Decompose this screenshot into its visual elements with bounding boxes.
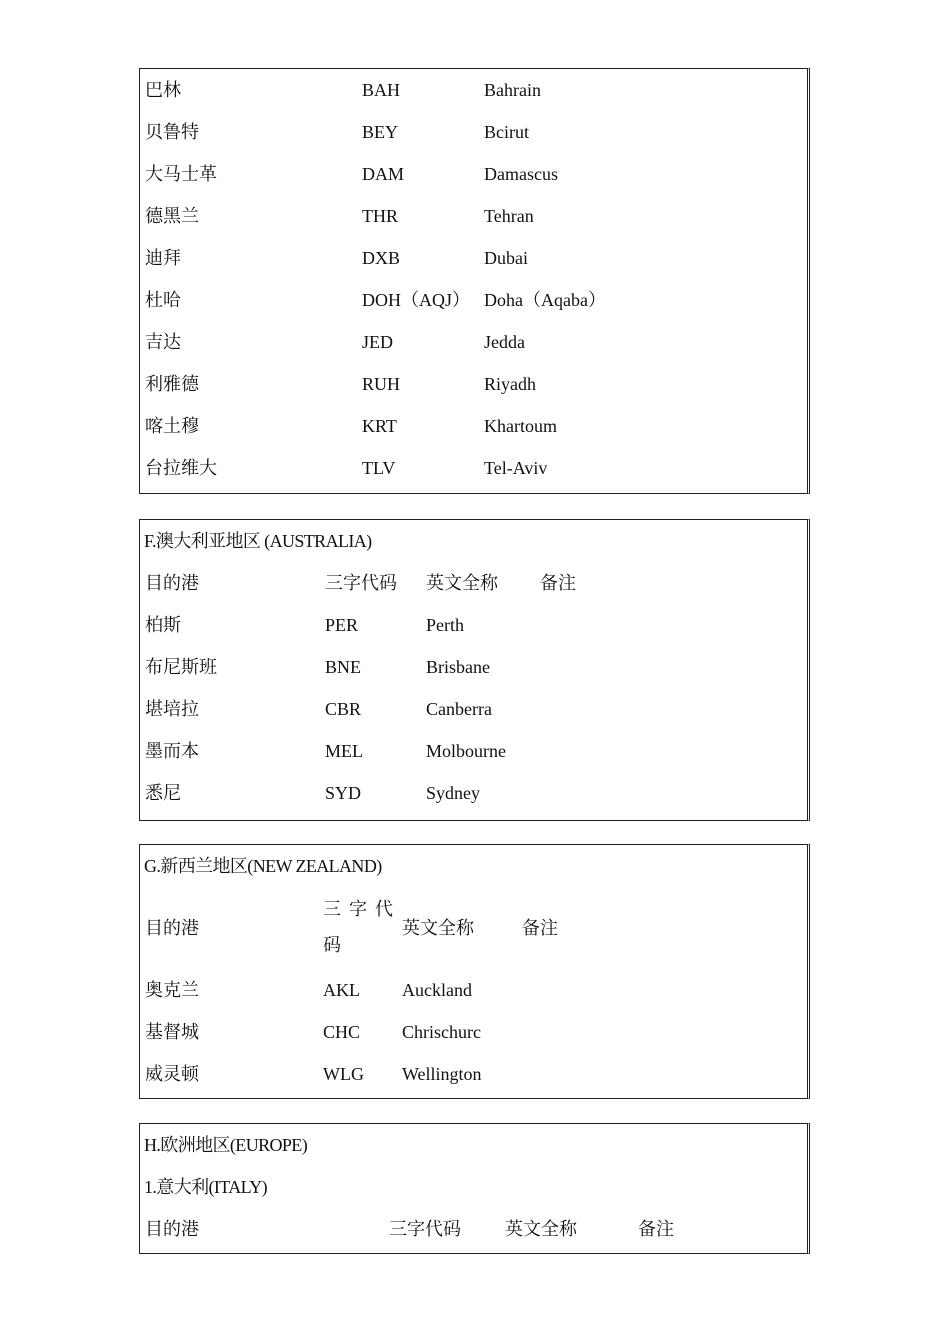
port-code: BEY	[362, 122, 398, 142]
port-english-name: Canberra	[426, 699, 492, 719]
port-code: DAM	[362, 164, 405, 184]
port-code: AKL	[323, 980, 360, 1000]
port-english-name: Perth	[426, 615, 464, 635]
port-english-name: Wellington	[402, 1064, 482, 1084]
port-name: 大马士革	[145, 164, 217, 184]
port-english-name: Doha（Aqaba）	[484, 290, 606, 310]
table-row	[140, 1011, 807, 1053]
table-row	[140, 730, 807, 772]
port-code: DXB	[362, 248, 401, 268]
port-name: 奥克兰	[145, 980, 199, 1000]
australia-table	[139, 519, 810, 821]
header-note: 备注	[638, 1219, 674, 1239]
section-title-row	[140, 520, 807, 562]
port-name: 巴林	[145, 80, 181, 100]
port-english-name: Damascus	[484, 164, 558, 184]
header-row	[140, 562, 807, 604]
header-row	[140, 1208, 807, 1250]
subsection-title: 1.意大利(ITALY)	[144, 1177, 268, 1197]
port-name: 吉达	[145, 332, 181, 352]
port-english-name: Dubai	[484, 248, 528, 268]
port-code: PER	[325, 615, 359, 635]
table-row	[140, 363, 807, 405]
table-row	[140, 153, 807, 195]
table-row	[140, 1053, 807, 1095]
section-title-row	[140, 1124, 807, 1166]
port-name: 喀土穆	[145, 416, 199, 436]
port-name: 利雅德	[145, 374, 199, 394]
header-code: 三字代码	[389, 1219, 461, 1239]
header-code-line1: 三字代	[323, 899, 401, 919]
port-name: 布尼斯班	[145, 657, 217, 677]
port-code: BNE	[325, 657, 361, 677]
section-title: F.澳大利亚地区 (AUSTRALIA)	[144, 531, 372, 551]
header-row	[140, 887, 807, 969]
port-english-name: Riyadh	[484, 374, 536, 394]
section-title: G.新西兰地区(NEW ZEALAND)	[144, 856, 382, 876]
port-name: 贝鲁特	[145, 122, 199, 142]
table-row	[140, 405, 807, 447]
section-title-row	[140, 845, 807, 887]
header-code-line2: 码	[323, 935, 349, 955]
header-code: 三字代码	[325, 573, 397, 593]
port-name: 基督城	[145, 1022, 199, 1042]
port-code: BAH	[362, 80, 401, 100]
port-english-name: Auckland	[402, 980, 472, 1000]
port-english-name: Sydney	[426, 783, 480, 803]
port-name: 威灵顿	[145, 1064, 199, 1084]
port-english-name: Khartoum	[484, 416, 557, 436]
table-row	[140, 111, 807, 153]
port-code: RUH	[362, 374, 401, 394]
port-code: THR	[362, 206, 398, 226]
header-english-name: 英文全称	[505, 1219, 577, 1239]
port-name: 堪培拉	[145, 699, 199, 719]
table-row	[140, 195, 807, 237]
port-english-name: Molbourne	[426, 741, 506, 761]
port-code: TLV	[362, 458, 396, 478]
port-english-name: Tel-Aviv	[484, 458, 548, 478]
section-title: H.欧洲地区(EUROPE)	[144, 1135, 308, 1155]
europe-table	[139, 1123, 810, 1254]
port-name: 柏斯	[145, 615, 181, 635]
table-row	[140, 772, 807, 814]
table-row	[140, 604, 807, 646]
port-code: CBR	[325, 699, 362, 719]
port-code: JED	[362, 332, 393, 352]
header-note: 备注	[522, 918, 558, 938]
table-row	[140, 688, 807, 730]
port-name: 杜哈	[145, 290, 181, 310]
port-name: 墨而本	[145, 741, 199, 761]
subsection-title-row	[140, 1166, 807, 1208]
port-english-name: Chrischurc	[402, 1022, 481, 1042]
port-english-name: Jedda	[484, 332, 525, 352]
header-note: 备注	[540, 573, 576, 593]
port-code: CHC	[323, 1022, 361, 1042]
middle-east-table	[139, 68, 810, 494]
port-code: WLG	[323, 1064, 364, 1084]
port-english-name: Bcirut	[484, 122, 529, 142]
header-english-name: 英文全称	[426, 573, 498, 593]
table-row	[140, 969, 807, 1011]
table-row	[140, 646, 807, 688]
table-row	[140, 321, 807, 363]
header-port: 目的港	[145, 1219, 199, 1239]
header-port: 目的港	[145, 573, 199, 593]
new-zealand-table	[139, 844, 810, 1099]
header-english-name: 英文全称	[402, 918, 474, 938]
port-name: 迪拜	[145, 248, 181, 268]
port-code: DOH（AQJ）	[362, 290, 470, 310]
port-code: MEL	[325, 741, 363, 761]
port-english-name: Tehran	[484, 206, 534, 226]
port-name: 台拉维大	[145, 458, 217, 478]
header-port: 目的港	[145, 918, 199, 938]
port-name: 德黑兰	[145, 206, 199, 226]
port-code: SYD	[325, 783, 362, 803]
port-code: KRT	[362, 416, 397, 436]
table-row	[140, 447, 807, 489]
table-row	[140, 279, 807, 321]
port-name: 悉尼	[145, 783, 181, 803]
table-row	[140, 69, 807, 111]
port-english-name: Bahrain	[484, 80, 541, 100]
port-english-name: Brisbane	[426, 657, 490, 677]
table-row	[140, 237, 807, 279]
